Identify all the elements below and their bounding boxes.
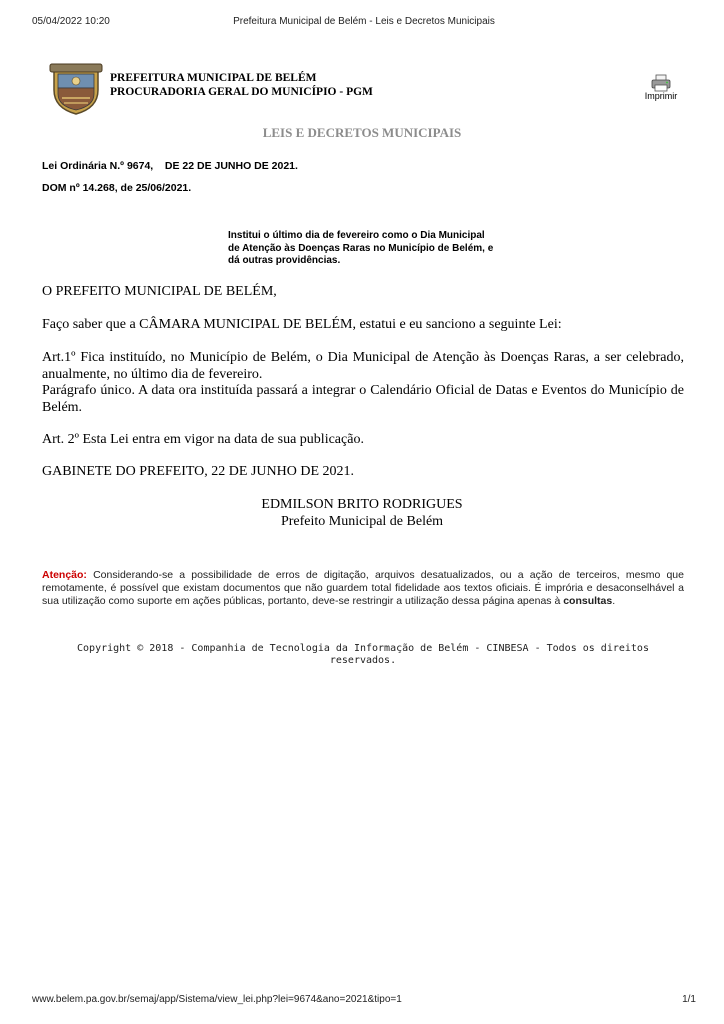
cabinet-date: GABINETE DO PREFEITO, 22 DE JUNHO DE 2021.: [42, 464, 355, 479]
notice-text: Considerando-se a possibilidade de erros de digitação, arquivos desatualizados, ou a ação de terceiros, mesmo que remotamente, é possível que existam documentos que não guardem total fidelidade aos textos oficiais. É imprória e desaconselhável a sua utilização como suporte em ações públicas, portanto, deve-se restringir a utilização dessa página apenas à: [42, 569, 684, 607]
law-intro: O PREFEITO MUNICIPAL DE BELÉM,: [42, 284, 277, 299]
signature-block: [0, 497, 724, 530]
print-datetime: 05/04/2022 10:20: [32, 16, 110, 27]
law-identifier: Lei Ordinária N.º 9674, DE 22 DE JUNHO DE 2021.: [42, 160, 298, 172]
page-count: 1/1: [682, 994, 696, 1005]
page-url: www.belem.pa.gov.br/semaj/app/Sistema/view_lei.php?lei=9674&ano=2021&tipo=1: [32, 994, 402, 1005]
dom-reference: DOM nº 14.268, de 25/06/2021.: [42, 182, 192, 194]
notice-label: Atenção:: [42, 569, 87, 581]
law-ementa: Institui o último dia de fevereiro como o Dia Municipal de Atenção às Doenças Raras no Município de Belém, e dá outras providências.: [228, 230, 494, 266]
article-1-paragraph: Parágrafo único. A data ora instituída passará a integrar o Calendário Oficial de Datas e Eventos do Município de Belém.: [42, 383, 684, 415]
article-2: Art. 2º Esta Lei entra em vigor na data de sua publicação.: [42, 432, 364, 447]
notice-end: .: [612, 595, 616, 607]
notice-emphasis: consultas: [563, 595, 613, 607]
section-title: LEIS E DECRETOS MUNICIPAIS: [262, 125, 462, 140]
print-page-title: Prefeitura Municipal de Belém - Leis e Decretos Municipais: [233, 16, 495, 27]
print-button-label: Imprimir: [644, 91, 678, 101]
city-crest-icon: [48, 60, 104, 116]
print-footer: [32, 994, 696, 1008]
copyright: Copyright © 2018 - Companhia de Tecnologia da Informação de Belém - CINBESA - Todos os direitos reservados.: [77, 643, 649, 666]
org-name: PREFEITURA MUNICIPAL DE BELÉM: [110, 72, 317, 84]
law-sanction: Faço saber que a CÂMARA MUNICIPAL DE BELÉM, estatui e eu sanciono a seguinte Lei:: [42, 317, 562, 332]
signer-name: EDMILSON BRITO RODRIGUES: [261, 497, 463, 512]
printer-icon: [651, 74, 671, 92]
disclaimer-notice: [42, 569, 684, 608]
article-1: Art.1º Fica instituído, no Município de Belém, o Dia Municipal de Atenção às Doenças Raras, a ser celebrado, anualmente, no último dia de fevereiro.: [42, 350, 684, 382]
org-department: PROCURADORIA GERAL DO MUNICÍPIO - PGM: [110, 86, 373, 98]
print-header: [32, 16, 696, 30]
org-heading: [110, 71, 373, 99]
signer-title: Prefeito Municipal de Belém: [280, 513, 444, 529]
print-button[interactable]: [637, 74, 685, 106]
